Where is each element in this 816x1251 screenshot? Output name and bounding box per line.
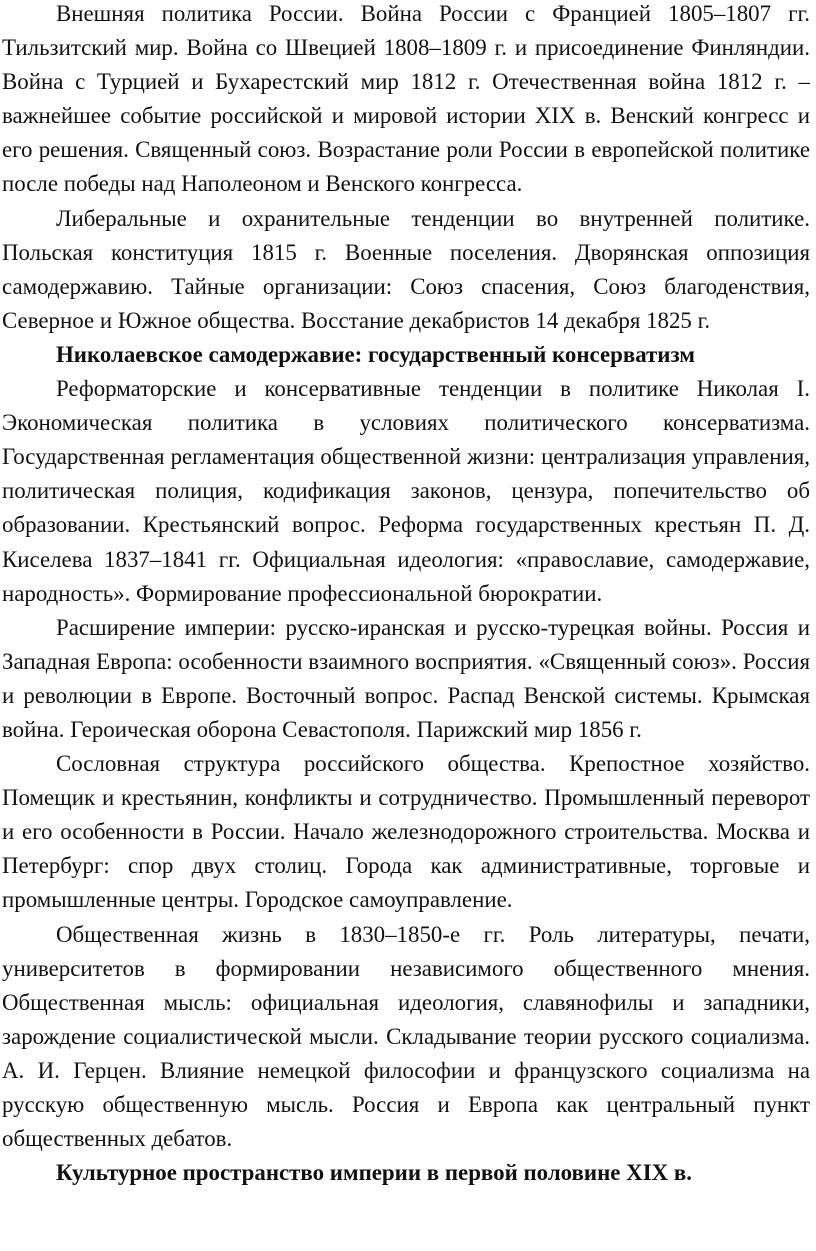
paragraph-public-life: Общественная жизнь в 1830–1850-е гг. Роль литературы, печати, университетов в формировании независимого общественного мнения. Общественная мысль: официальная идеология, славянофилы и западники, зарождение социалистической мысли. Складывание теории русского социализма. А. И. Герцен. Влияние немецкой философии и французского социализма на русскую общественную мысль. Россия и Европа как центральный пункт общественных дебатов.: [2, 921, 810, 1152]
section-heading-nicholas-autocracy: Николаевское самодержавие: государственный консерватизм: [56, 341, 695, 367]
paragraph-foreign-policy: Внешняя политика России. Война России с Францией 1805–1807 гг. Тильзитский мир. Война со Швецией 1808–1809 г. и присоединение Финляндии. Война с Турцией и Бухарестский мир 1812 г. Отечественная война 1812 г. – важнейшее событие российской и мировой истории XIX в. Венский конгресс и его решения. Священный союз. Возрастание роли России в европейской политике после победы над Наполеоном и Венского конгресса.: [2, 1, 810, 197]
section-heading-cultural-space: Культурное пространство империи в первой половине XIX в.: [56, 1160, 692, 1186]
paragraph-social-structure: Сословная структура российского общества. Крепостное хозяйство. Помещик и крестьянин, конфликты и сотрудничество. Промышленный переворот и его особенности в России. Начало железнодорожного строительства. Москва и Петербург: спор двух столиц. Города как административные, торговые и промышленные центры. Городское самоуправление.: [2, 751, 810, 913]
paragraph-empire-expansion: Расширение империи: русско-иранская и русско-турецкая войны. Россия и Западная Европа: особенности взаимного восприятия. «Священный союз». Россия и революции в Европе. Восточный вопрос. Распад Венской системы. Крымская война. Героическая оборона Севастополя. Парижский мир 1856 г.: [2, 614, 810, 742]
paragraph-internal-policy: Либеральные и охранительные тенденции во внутренней политике. Польская конституция 1815 г. Военные поселения. Дворянская оппозиция самодержавию. Тайные организации: Союз спасения, Союз благоденствия, Северное и Южное общества. Восстание декабристов 14 декабря 1825 г.: [2, 205, 810, 333]
paragraph-reforms-nicholas: Реформаторские и консервативные тенденции в политике Николая I. Экономическая политика в условиях политического консерватизма. Государственная регламентация общественной жизни: централизация управления, политическая полиция, кодификация законов, цензура, попечительство об образовании. Крестьянский вопрос. Реформа государственных крестьян П. Д. Киселева 1837–1841 гг. Официальная идеология: «православие, самодержавие, народность». Формирование профессиональной бюрократии.: [2, 376, 810, 606]
